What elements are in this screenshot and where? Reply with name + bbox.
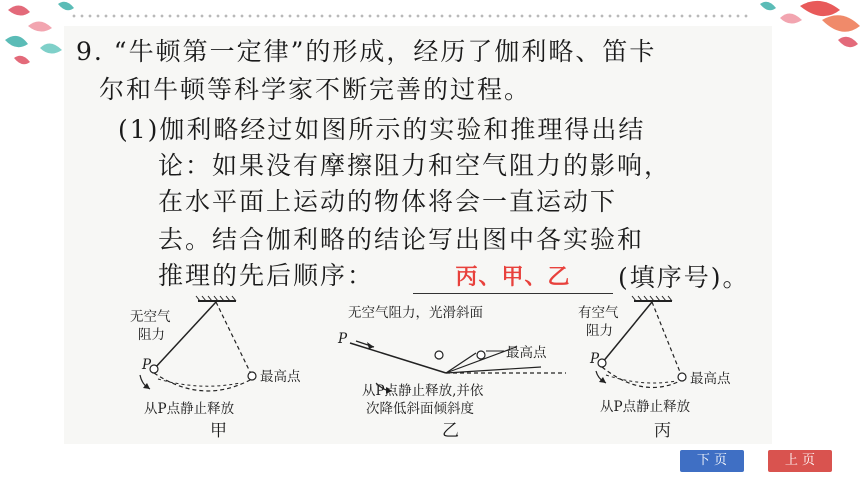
jia-caption: 甲 [210, 421, 227, 441]
question-line-5: 在水平面上运动的物体将会一直运动下 [158, 187, 618, 216]
jia-label-no-air-2: 阻力 [138, 327, 165, 343]
yi-release-label-2: 次降低斜面倾斜度 [366, 401, 474, 417]
figure-jia [110, 295, 320, 449]
yi-release-label-1: 从P点静止释放,并依 [362, 383, 484, 399]
figure-yi-drawing [326, 295, 586, 445]
question-line-7: 推理的先后顺序： [158, 261, 375, 290]
jia-release-label: 从P点静止释放 [144, 401, 235, 417]
bing-label-air-1: 有空气 [578, 305, 619, 321]
answer-suffix: (填序号)。 [618, 263, 750, 292]
next-page-button[interactable]: 下 页 [680, 450, 744, 472]
question-line-1: 9. “牛顿第一定律”的形成，经历了伽利略、笛卡 [76, 37, 657, 66]
jia-label-no-air-1: 无空气 [130, 309, 171, 325]
bing-highest-point: 最高点 [690, 371, 731, 387]
figure-bing-drawing [572, 295, 772, 445]
bing-caption: 丙 [654, 421, 671, 441]
answer-blank: 丙、甲、乙 [413, 265, 613, 294]
prev-page-button[interactable]: 上 页 [768, 450, 832, 472]
question-line-4: 论：如果没有摩擦阻力和空气阻力的影响， [158, 151, 672, 180]
bing-label-air-2: 阻力 [586, 323, 613, 339]
question-line-6: 去。结合伽利略的结论写出图中各实验和 [158, 225, 645, 254]
jia-point-p: P [142, 357, 152, 373]
bing-point-p: P [590, 351, 600, 367]
yi-caption: 乙 [442, 421, 459, 441]
question-line-2: 尔和牛顿等科学家不断完善的过程。 [99, 75, 532, 104]
yi-point-p: P [338, 331, 348, 347]
bing-release-label: 从P点静止释放 [600, 399, 691, 415]
dotted-border [70, 14, 750, 18]
yi-label-conditions: 无空气阻力，光滑斜面 [348, 305, 483, 321]
figure-yi [326, 295, 586, 449]
question-line-3: (1)伽利略经过如图所示的实验和推理得出结 [118, 115, 646, 144]
jia-highest-point: 最高点 [260, 369, 301, 385]
figure-bing [572, 295, 772, 449]
yi-highest-point: 最高点 [506, 345, 547, 361]
figure-jia-drawing [110, 295, 320, 445]
